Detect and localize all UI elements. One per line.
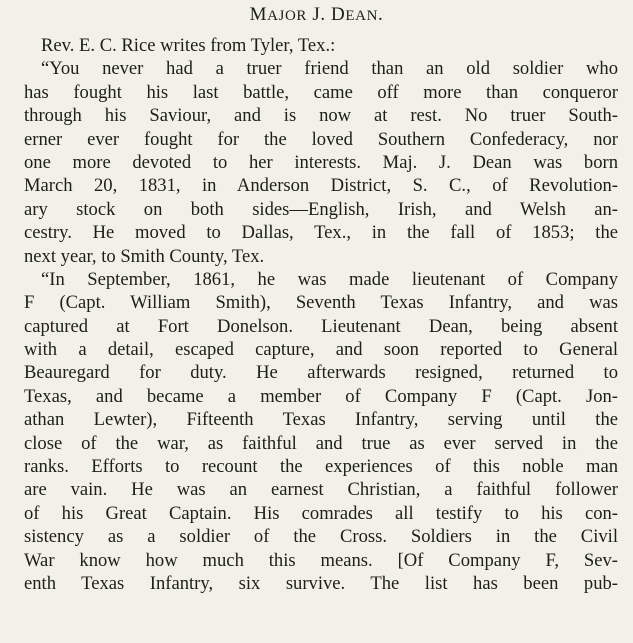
text-line: has fought his last battle, came off more than conqueror bbox=[24, 81, 618, 103]
article-body bbox=[24, 34, 618, 595]
text-line: are vain. He was an earnest Christian, a faithful follower bbox=[24, 479, 618, 501]
text-line: “In September, 1861, he was made lieutenant of Company bbox=[41, 268, 618, 290]
text-line: through his Saviour, and is now at rest. No truer South- bbox=[24, 105, 618, 127]
text-line: cestry. He moved to Dallas, Tex., in the fall of 1853; the bbox=[24, 222, 618, 244]
text-line: one more devoted to her interests. Maj. J. Dean was born bbox=[24, 151, 618, 173]
text-line: athan Lewter), Fifteenth Texas Infantry, serving until the bbox=[24, 409, 618, 431]
text-line: ary stock on both sides—English, Irish, and Welsh an- bbox=[24, 198, 618, 220]
text-line: sistency as a soldier of the Cross. Soldiers in the Civil bbox=[24, 526, 618, 548]
text-line: erner ever fought for the loved Southern Confederacy, nor bbox=[24, 128, 618, 150]
text-line: of his Great Captain. His comrades all testify to his con- bbox=[24, 502, 618, 524]
text-line: “You never had a truer friend than an old soldier who bbox=[41, 58, 618, 80]
text-line: War know how much this means. [Of Company F, Sev- bbox=[24, 549, 618, 571]
intro-line: Rev. E. C. Rice writes from Tyler, Tex.: bbox=[41, 35, 336, 56]
text-line: Texas, and became a member of Company F (Capt. Jon- bbox=[24, 385, 618, 407]
text-line: next year, to Smith County, Tex. bbox=[24, 245, 265, 267]
text-line: captured at Fort Donelson. Lieutenant Dean, being absent bbox=[24, 315, 618, 337]
text-line: enth Texas Infantry, six survive. The list has been pub- bbox=[24, 572, 618, 594]
article-title: MAJOR J. DEAN. bbox=[249, 4, 384, 25]
text-line: close of the war, as faithful and true as ever served in the bbox=[24, 432, 618, 454]
text-line: ranks. Efforts to recount the experiences of this noble man bbox=[24, 456, 618, 478]
text-line: with a detail, escaped capture, and soon reported to General bbox=[24, 339, 618, 361]
text-line: Beauregard for duty. He afterwards resigned, returned to bbox=[24, 362, 618, 384]
text-line: March 20, 1831, in Anderson District, S. C., of Revolution- bbox=[24, 175, 618, 197]
text-line: F (Capt. William Smith), Seventh Texas Infantry, and was bbox=[24, 292, 618, 314]
